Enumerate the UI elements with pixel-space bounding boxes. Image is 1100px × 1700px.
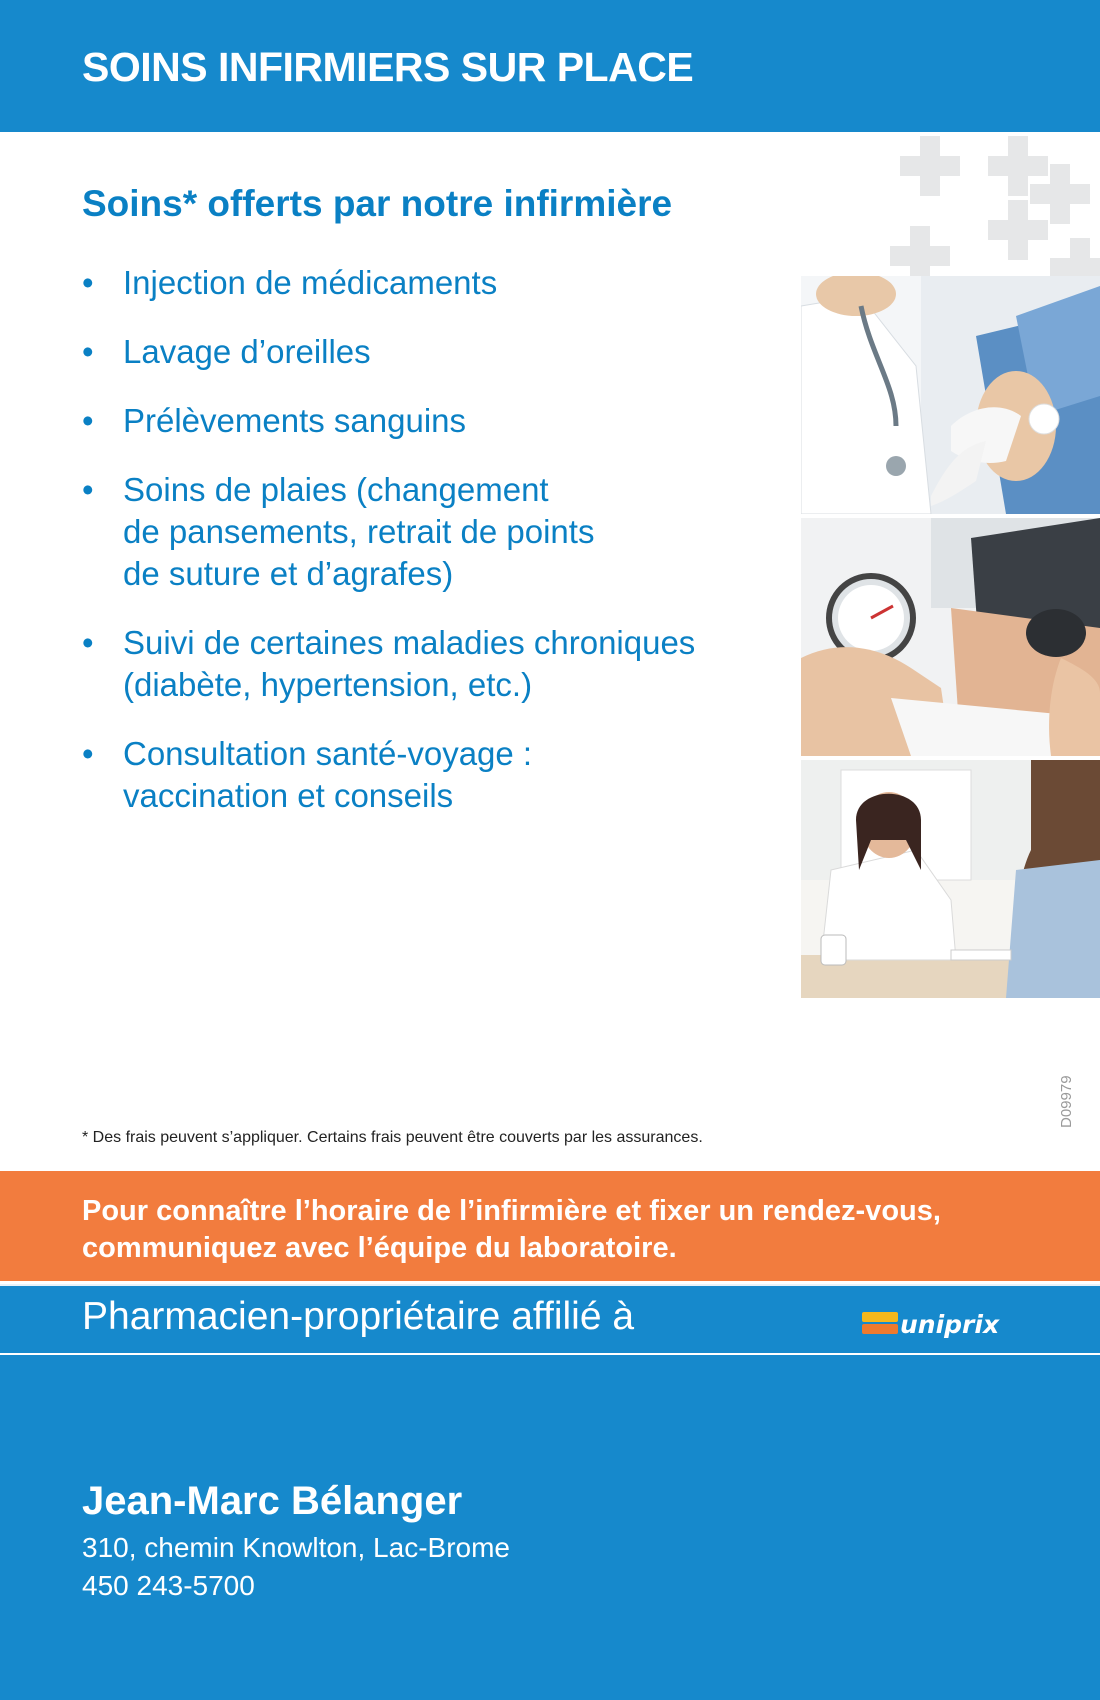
service-text: Soins de plaies (changement — [123, 471, 549, 508]
service-item — [82, 400, 782, 442]
page-title: SOINS INFIRMIERS SUR PLACE — [82, 44, 694, 90]
divider — [0, 1284, 1100, 1286]
service-text: Suivi de certaines maladies chroniques — [123, 624, 696, 661]
bullet-icon: • — [82, 402, 94, 439]
divider — [0, 1353, 1100, 1355]
service-text: (diabète, hypertension, etc.) — [123, 666, 533, 703]
phone-number: 450 243-5700 — [82, 1570, 255, 1601]
service-text: de suture et d’agrafes) — [123, 555, 454, 592]
service-text: Consultation santé-voyage : — [123, 735, 533, 772]
service-item — [82, 622, 782, 706]
cta-line: Pour connaître l’horaire de l’infirmière et fixer un rendez-vous, — [82, 1195, 941, 1227]
footnote: * Des frais peuvent s’appliquer. Certains frais peuvent être couverts par les assurances. — [82, 1129, 703, 1146]
owner-name: Jean-Marc Bélanger — [82, 1479, 463, 1523]
consultation-photo — [801, 760, 1100, 998]
services-heading: Soins* offerts par notre infirmière — [82, 183, 673, 224]
nurse-injection-photo — [801, 276, 1100, 514]
uniprix-logo-icon — [860, 1302, 1018, 1346]
service-text: de pansements, retrait de points — [123, 513, 595, 550]
affiliation-text: Pharmacien-propriétaire affilié à — [82, 1295, 635, 1338]
bullet-icon: • — [82, 735, 94, 772]
bullet-icon: • — [82, 471, 94, 508]
service-item — [82, 262, 782, 304]
service-text: vaccination et conseils — [123, 777, 454, 814]
service-item — [82, 733, 782, 817]
service-item — [82, 331, 782, 373]
blood-pressure-photo — [801, 518, 1100, 756]
services-list — [82, 262, 782, 844]
service-text: Lavage d’oreilles — [123, 333, 371, 370]
decorative-crosses-icon — [890, 130, 1100, 280]
service-text: Injection de médicaments — [123, 264, 498, 301]
service-text: Prélèvements sanguins — [123, 402, 467, 439]
bullet-icon: • — [82, 264, 94, 301]
service-item — [82, 469, 782, 595]
cta-line: communiquez avec l’équipe du laboratoire. — [82, 1232, 677, 1264]
call-to-action — [82, 1193, 941, 1267]
bullet-icon: • — [82, 333, 94, 370]
address: 310, chemin Knowlton, Lac-Brome — [82, 1532, 510, 1563]
logo-wordmark: uniprix — [900, 1310, 1000, 1339]
reference-code: D09979 — [1058, 1075, 1075, 1128]
bullet-icon: • — [82, 624, 94, 661]
